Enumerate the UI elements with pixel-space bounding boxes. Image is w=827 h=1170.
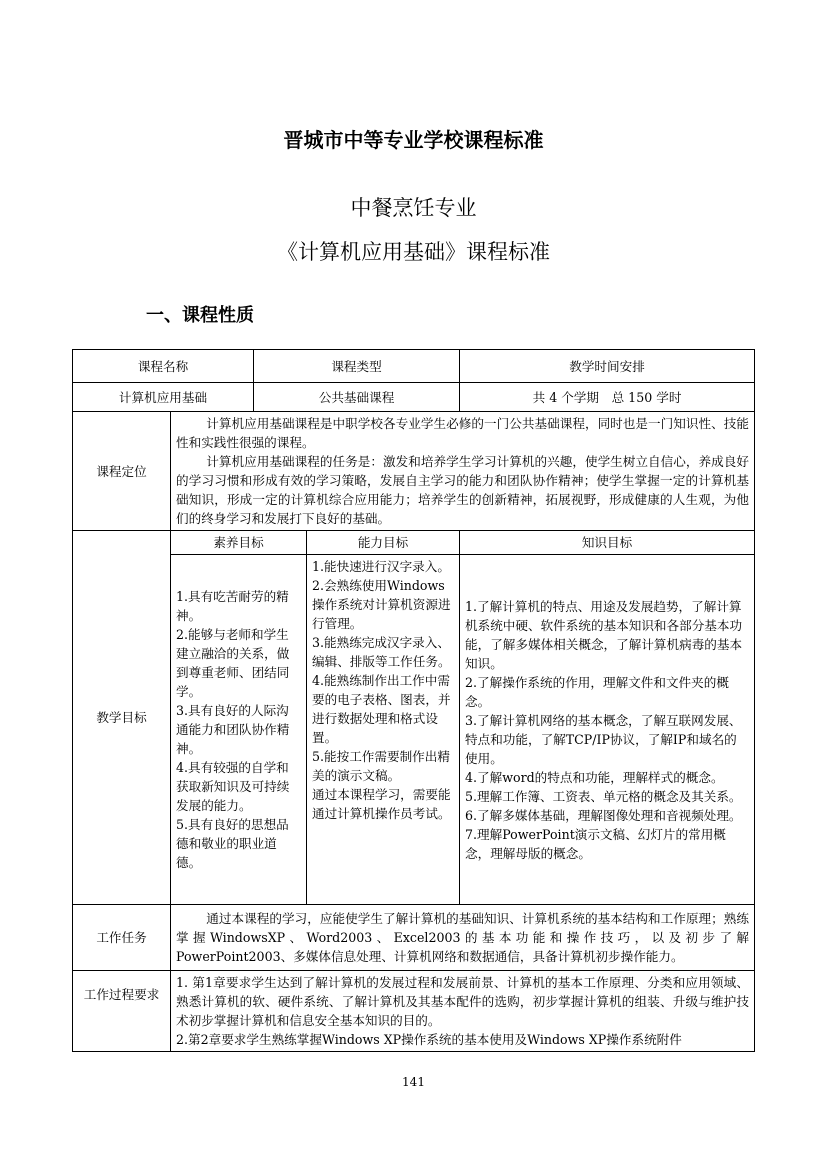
list-item: 7.理解PowerPoint演示文稿、幻灯片的常用概念，理解母版的概念。 — [465, 826, 726, 861]
page-number: 141 — [402, 1075, 425, 1089]
list-item: 4.能熟练制作出工作中需要的电子表格、图表，并进行数据处理和格式设置。 — [312, 673, 451, 745]
work-task-paragraph: 通过本课程的学习，应能使学生了解计算机的基础知识、计算机系统的基本结构和工作原理；熟练掌握WindowsXP、Word2003、Excel2003的基本功能和操作技巧，以及初步了解PowerPoint2003、多媒体信息处理、计算机网络和数据通信，具备计算机初步操作能力。 — [176, 911, 750, 964]
table-row — [73, 383, 755, 412]
positioning-content — [171, 412, 755, 531]
objectives-header-row — [73, 531, 755, 555]
process-content — [171, 971, 755, 1052]
process-label: 工作过程要求 — [73, 971, 171, 1052]
quality-header: 素养目标 — [171, 531, 307, 555]
course-standard-table — [72, 349, 755, 1052]
positioning-paragraph-1: 计算机应用基础课程是中职学校各专业学生必修的一门公共基础课程，同时也是一门知识性、技能性和实践性很强的课程。 — [176, 416, 750, 450]
positioning-label: 课程定位 — [73, 412, 171, 531]
list-item: 1.具有吃苦耐劳的精神。 — [176, 589, 289, 623]
list-item: 3.具有良好的人际沟通能力和团队协作精神。 — [176, 703, 290, 756]
positioning-paragraph-2: 计算机应用基础课程的任务是：激发和培养学生学习计算机的兴趣，使学生树立自信心，养成良好的学习习惯和形成有效的学习策略，发展自主学习的能力和团队协作精神；使学生掌握一定的计算机基础知识，形成一定的计算机综合应用能力；培养学生的创新精神，拓展视野，形成健康的人生观，为他们的终身学习和发展打下良好的基础。 — [176, 454, 750, 526]
list-item: 通过本课程学习，需要能通过计算机操作员考试。 — [312, 787, 451, 821]
schedule-cell: 共 4 个学期 总 150 学时 — [460, 383, 755, 412]
section-heading: 一、课程性质 — [146, 305, 254, 326]
list-item: 4.具有较强的自学和获取新知识及可持续发展的能力。 — [176, 760, 290, 813]
document-title: 晋城市中等专业学校课程标准 — [283, 128, 544, 152]
header-course-name: 课程名称 — [73, 350, 254, 383]
list-item: 1.了解计算机的特点、用途及发展趋势，了解计算机系统中硬、软件系统的基本知识和各部分基本功能，了解多媒体相关概念，了解计算机病毒的基本知识。 — [465, 598, 743, 671]
positioning-row — [73, 412, 755, 531]
list-item: 2.能够与老师和学生建立融洽的关系，做到尊重老师、团结同学。 — [176, 627, 290, 699]
list-item: 2.了解操作系统的作用，理解文件和文件夹的概念。 — [465, 674, 729, 709]
objectives-label: 教学目标 — [73, 531, 171, 905]
work-task-row — [73, 905, 755, 971]
ability-list — [307, 555, 460, 905]
quality-list — [171, 555, 307, 905]
work-task-label: 工作任务 — [73, 905, 171, 971]
course-title: 《计算机应用基础》课程标准 — [277, 240, 550, 264]
list-item: 3.能熟练完成汉字录入、编辑、排版等工作任务。 — [312, 635, 451, 669]
table-header-row — [73, 350, 755, 383]
course-name-cell: 计算机应用基础 — [73, 383, 254, 412]
list-item: 4.了解word的特点和功能，理解样式的概念。 — [465, 769, 724, 785]
list-item: 6.了解多媒体基础，理解图像处理和音视频处理。 — [465, 807, 742, 823]
header-schedule: 教学时间安排 — [460, 350, 755, 383]
list-item: 1.能快速进行汉字录入。 — [312, 559, 450, 574]
process-row — [73, 971, 755, 1052]
major-title: 中餐烹饪专业 — [350, 196, 477, 220]
process-paragraph-2: 2.第2章要求学生熟练掌握Windows XP操作系统的基本使用及Windows XP操作系统附件 — [176, 1032, 682, 1047]
list-item: 5.具有良好的思想品德和敬业的职业道德。 — [176, 817, 289, 870]
knowledge-header: 知识目标 — [460, 531, 755, 555]
list-item: 5.能按工作需要制作出精美的演示文稿。 — [312, 749, 450, 783]
work-task-content — [171, 905, 755, 971]
list-item: 3.了解计算机网络的基本概念，了解互联网发展、特点和功能，了解TCP/IP协议，了解IP和域名的使用。 — [465, 712, 742, 766]
knowledge-list — [460, 555, 755, 905]
objectives-content-row — [73, 555, 755, 905]
course-type-cell: 公共基础课程 — [254, 383, 460, 412]
list-item: 2.会熟练使用Windows操作系统对计算机资源进行管理。 — [312, 578, 451, 631]
process-paragraph-1: 1. 第1章要求学生达到了解计算机的发展过程和发展前景、计算机的基本工作原理、分类和应用领域、熟悉计算机的软、硬件系统、了解计算机及其基本配件的选购，初步掌握计算机的组装、升级与维护技术初步掌握计算机和信息安全基本知识的目的。 — [176, 975, 750, 1028]
header-course-type: 课程类型 — [254, 350, 460, 383]
list-item: 5.理解工作簿、工资表、单元格的概念及其关系。 — [465, 788, 742, 804]
ability-header: 能力目标 — [307, 531, 460, 555]
